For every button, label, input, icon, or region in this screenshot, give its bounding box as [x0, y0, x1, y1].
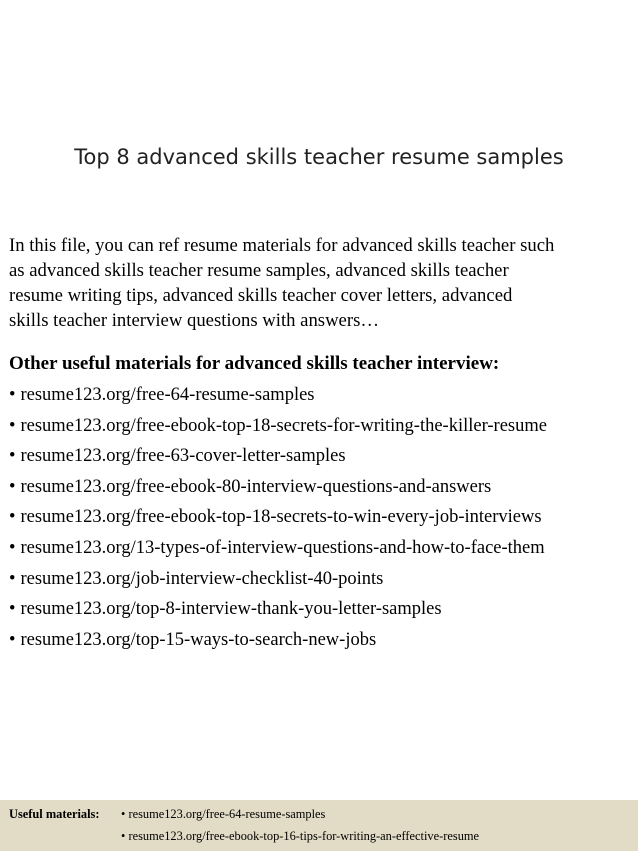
materials-link[interactable]: resume123.org/job-interview-checklist-40-points: [20, 568, 384, 589]
intro-line: skills teacher interview questions with answers…: [9, 310, 380, 331]
bullet-icon: •: [9, 507, 16, 528]
list-item: [9, 533, 634, 564]
footer-label: [9, 807, 100, 822]
bullet-icon: •: [9, 476, 16, 497]
materials-link[interactable]: resume123.org/free-ebook-top-18-secrets-for-writing-the-killer-resume: [20, 415, 547, 436]
materials-link[interactable]: resume123.org/free-ebook-top-18-secrets-to-win-every-job-interviews: [20, 507, 542, 528]
bullet-icon: •: [9, 537, 16, 558]
list-item: [9, 564, 634, 595]
footer-link-list: [121, 807, 479, 851]
bullet-icon: •: [9, 385, 16, 405]
list-item: [121, 807, 479, 829]
intro-paragraph: [9, 233, 634, 333]
footer-link[interactable]: resume123.org/free-ebook-top-16-tips-for-writing-an-effective-resume: [128, 829, 480, 843]
bullet-icon: •: [9, 415, 16, 436]
list-item: [9, 380, 634, 411]
footer-link[interactable]: resume123.org/free-64-resume-samples: [128, 807, 326, 821]
list-item: [9, 411, 634, 442]
list-item: [9, 502, 634, 533]
intro-line: In this file, you can ref resume materials for advanced skills teacher such: [9, 235, 555, 256]
materials-link[interactable]: resume123.org/top-8-interview-thank-you-letter-samples: [20, 599, 442, 620]
bullet-icon: •: [9, 599, 16, 620]
materials-link[interactable]: resume123.org/13-types-of-interview-questions-and-how-to-face-them: [20, 537, 545, 558]
bullet-icon: •: [9, 568, 16, 589]
materials-link[interactable]: resume123.org/free-ebook-80-interview-questions-and-answers: [20, 476, 492, 497]
footer-label-text: Useful materials: [9, 807, 96, 821]
materials-link-list: [9, 380, 634, 655]
footer-label-colon: :: [95, 807, 100, 821]
intro-line: as advanced skills teacher resume samples, advanced skills teacher: [9, 260, 509, 281]
materials-heading: Other useful materials for advanced skills teacher interview:: [9, 353, 500, 374]
bullet-icon: •: [121, 829, 126, 843]
bullet-icon: •: [121, 807, 126, 821]
list-item: [9, 441, 634, 472]
materials-link[interactable]: resume123.org/free-63-cover-letter-samples: [20, 446, 346, 467]
intro-line: resume writing tips, advanced skills teacher cover letters, advanced: [9, 285, 513, 306]
list-item: [121, 829, 479, 851]
materials-link[interactable]: resume123.org/top-15-ways-to-search-new-jobs: [20, 629, 377, 650]
bullet-icon: •: [9, 629, 16, 650]
bullet-icon: •: [9, 446, 16, 467]
materials-link[interactable]: resume123.org/free-64-resume-samples: [20, 385, 315, 405]
list-item: [9, 472, 634, 503]
footer-bar: [0, 800, 638, 851]
list-item: [9, 625, 634, 656]
page-title: Top 8 advanced skills teacher resume samples: [74, 145, 564, 169]
list-item: [9, 594, 634, 625]
